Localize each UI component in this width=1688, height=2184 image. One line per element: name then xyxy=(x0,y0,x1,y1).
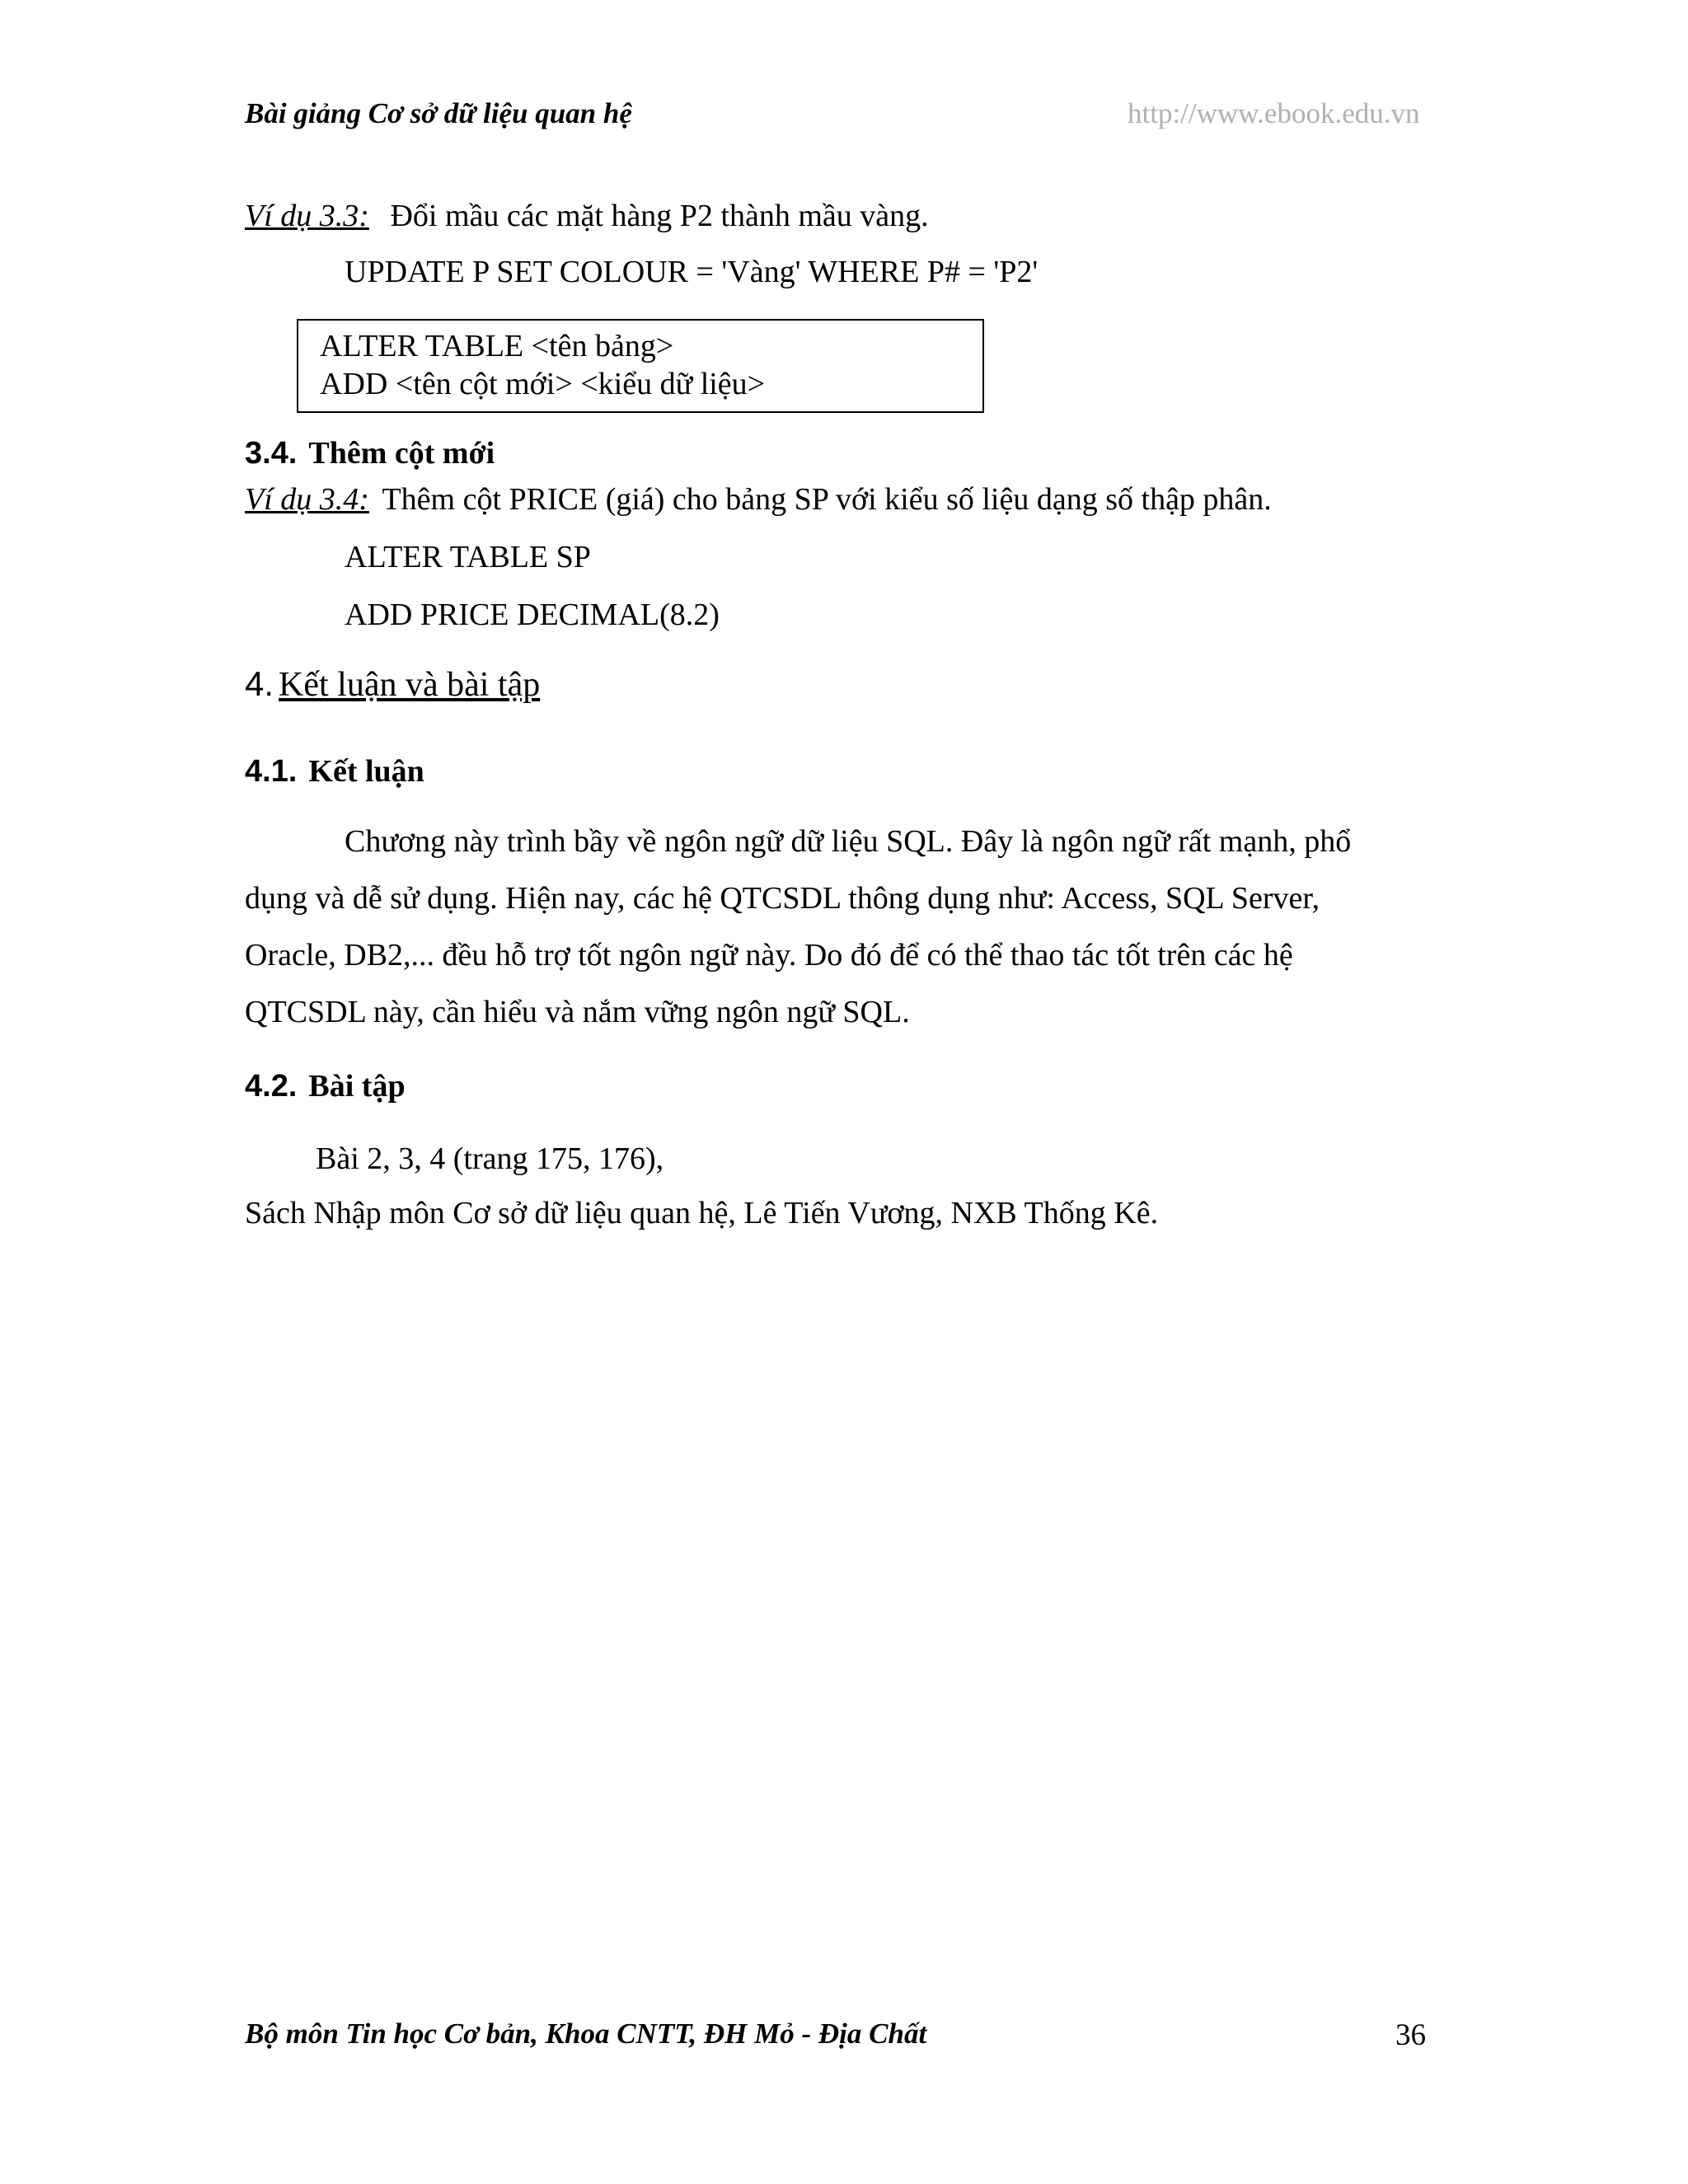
example-3-3 xyxy=(245,198,929,234)
section-4-1-title: Kết luận xyxy=(308,754,424,789)
example-3-4-code-line-2: ADD PRICE DECIMAL(8.2) xyxy=(345,598,720,632)
example-3-4-text: Thêm cột PRICE (giá) cho bảng SP với kiểu số liệu dạng số thập phân. xyxy=(382,482,1272,517)
syntax-box xyxy=(297,319,984,413)
header-title: Bài giảng Cơ sở dữ liệu quan hệ xyxy=(245,97,632,129)
section-4-1-paragraph xyxy=(245,813,1432,1041)
paragraph-line: dụng và dễ sử dụng. Hiện nay, các hệ QTCSDL thông dụng như: Access, SQL Server, xyxy=(245,881,1320,916)
section-4-2-heading xyxy=(245,1068,406,1104)
section-4-1-number: 4.1. xyxy=(245,754,298,789)
chapter-4-title: Kết luận và bài tập xyxy=(279,666,541,704)
paragraph-line: Oracle, DB2,... đều hỗ trợ tốt ngôn ngữ này. Do đó để có thể thao tác tốt trên các hệ xyxy=(245,938,1293,972)
section-4-2-line-2: Sách Nhập môn Cơ sở dữ liệu quan hệ, Lê Tiến Vương, NXB Thống Kê. xyxy=(245,1196,1159,1230)
syntax-line-1: ALTER TABLE <tên bảng> xyxy=(320,329,674,363)
section-3-4-number: 3.4. xyxy=(245,436,298,471)
section-4-2-title: Bài tập xyxy=(308,1069,406,1104)
example-3-4-code-line-1: ALTER TABLE SP xyxy=(345,540,591,574)
example-3-3-code: UPDATE P SET COLOUR = 'Vàng' WHERE P# = 'P2' xyxy=(345,255,1039,289)
example-3-4 xyxy=(245,481,1272,518)
section-4-2-line-1: Bài 2, 3, 4 (trang 175, 176), xyxy=(316,1141,664,1176)
section-4-1-heading xyxy=(245,753,424,790)
example-3-4-label: Ví dụ 3.4: xyxy=(245,482,369,517)
example-3-3-label: Ví dụ 3.3: xyxy=(245,199,369,233)
syntax-line-2: ADD <tên cột mới> <kiểu dữ liệu> xyxy=(320,367,766,401)
section-3-4-heading xyxy=(245,435,495,471)
example-3-3-text: Đổi mầu các mặt hàng P2 thành mầu vàng. xyxy=(390,199,929,233)
paragraph-line: QTCSDL này, cần hiểu và nắm vững ngôn ngữ SQL. xyxy=(245,995,910,1029)
chapter-4-number: 4. xyxy=(245,664,274,703)
paragraph-line: Chương này trình bầy về ngôn ngữ dữ liệu SQL. Đây là ngôn ngữ rất mạnh, phổ xyxy=(345,824,1352,859)
section-4-2-number: 4.2. xyxy=(245,1069,298,1104)
header-url[interactable]: http://www.ebook.edu.vn xyxy=(1128,97,1420,129)
chapter-4-heading xyxy=(245,664,540,705)
footer-text: Bộ môn Tin học Cơ bản, Khoa CNTT, ĐH Mỏ - Địa Chất xyxy=(245,2018,927,2050)
section-3-4-title: Thêm cột mới xyxy=(308,436,495,471)
page-number: 36 xyxy=(1395,2018,1426,2052)
